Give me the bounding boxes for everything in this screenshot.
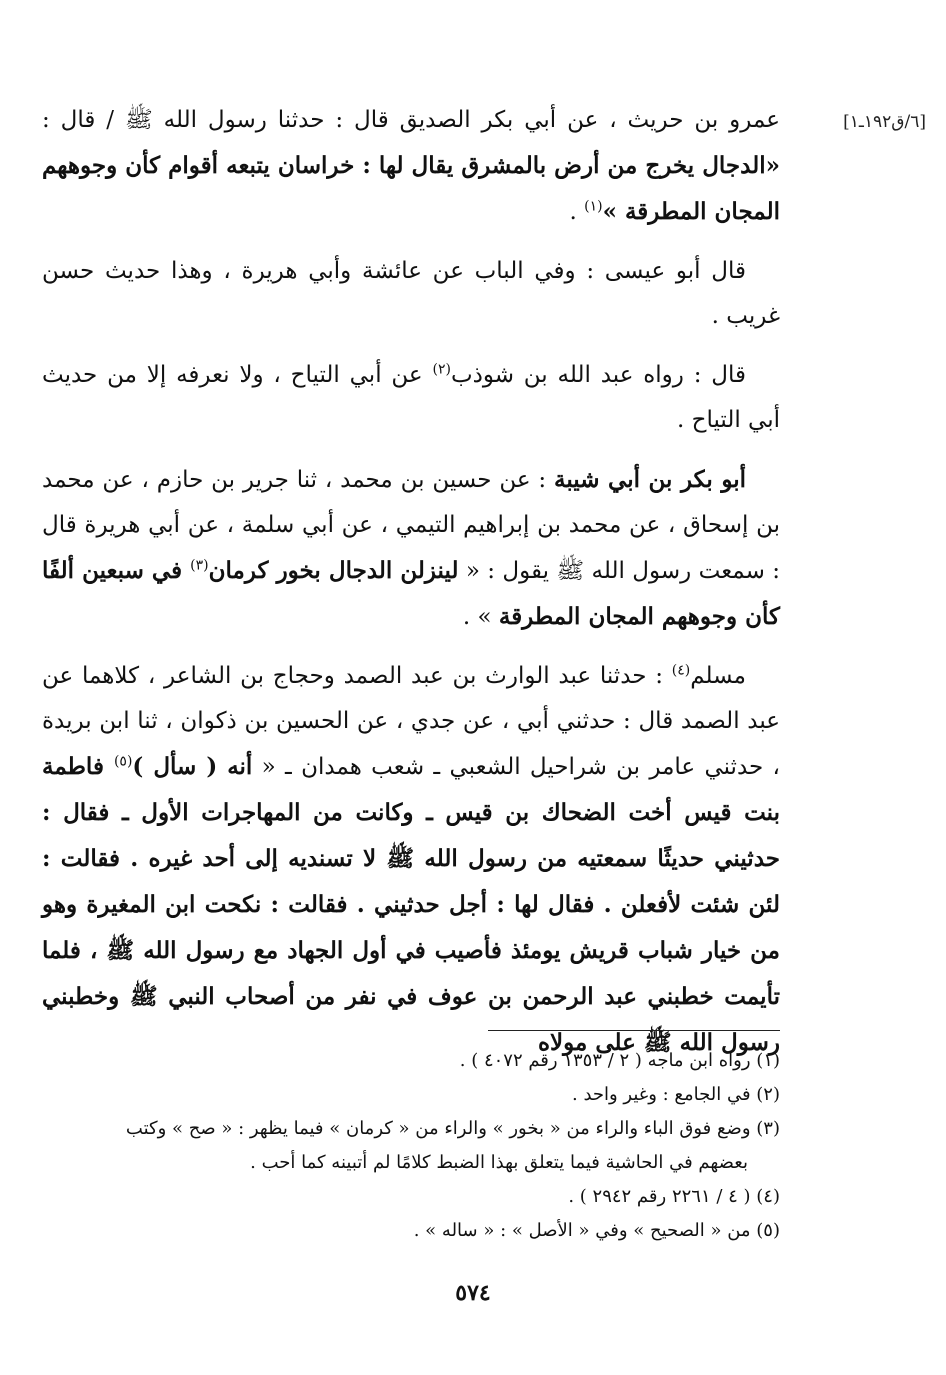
footnote-marker: (٤) (671, 662, 691, 679)
footnote-marker: (٥) (113, 753, 133, 770)
paragraph (42, 98, 780, 235)
footnote-separator (488, 1030, 780, 1031)
bold-text-run: في سبعين ألفًا كأن وجوههم المجان المطرقة (42, 557, 780, 630)
footnote-marker: (٢) (432, 361, 451, 378)
text-run: مسلم (690, 663, 746, 689)
footnote-marker: (٣) (190, 557, 209, 574)
text-run: » . (462, 604, 499, 630)
text-run: قال : رواه عبد الله بن شوذب (450, 362, 746, 388)
paragraph (42, 249, 780, 339)
bold-text-run: «الدجال يخرج من أرض بالمشرق يقال لها : خراسان يتبعه أقوام كأن وجوههم المجان المطرقة » (42, 152, 780, 225)
bold-text-run: لينزلن الدجال بخور كرمان (208, 557, 459, 584)
paragraph (42, 457, 780, 640)
page-number: ٥٧٤ (455, 1280, 491, 1306)
paragraph (42, 353, 780, 443)
paragraph (42, 654, 780, 1066)
footnote: (٤) ( ٤ / ٢٢٦١ رقم ٢٩٤٢ ) . (568, 1186, 780, 1207)
text-run: عمرو بن حريث ، عن أبي بكر الصديق قال : حدثنا رسول الله ﷺ / قال : (42, 107, 780, 133)
text-run: : حدثنا عبد الوارث بن عبد الصمد وحجاج بن الشاعر ، كلاهما عن عبد الصمد قال : حدثني أبي ، عن جدي ، عن الحسين بن ذكوان ، ثنا ابن بريدة ، حدثني عامر بن شراحيل الشعبي ـ شعب همدان ـ « (42, 663, 780, 780)
bold-text-run: فاطمة بنت قيس أخت الضحاك بن قيس ـ وكانت من المهاجرات الأول ـ فقال : حدثيني حديثًا سمعتيه من رسول الله ﷺ لا تسنديه إلى أحد غيره . فقالت : لئن شئت لأفعلن . فقال لها : أجل حدثيني . فقالت : نكحت ابن المغيرة وهو من خيار شباب قريش يومئذ فأصيب في أول الجهاد مع رسول الله ﷺ ، فلما تأيمت خطبني عبد الرحمن بن عوف في نفر من أصحاب النبي ﷺ وخطبني رسول الله ﷺ على مولاه (42, 753, 780, 1056)
bold-text-run: أنه ( سأل ) (132, 753, 253, 780)
footnote-continuation: بعضهم في الحاشية فيما يتعلق بهذا الضبط كلامًا لم أتبينه كما أحب . (250, 1152, 748, 1173)
main-text (42, 98, 780, 1080)
footnote: (١) رواه ابن ماجه ( ٢ / ١٣٥٣ رقم ٤٠٧٢ ) . (459, 1050, 780, 1071)
footnotes (36, 1044, 780, 1248)
footnote: (٣) وضع فوق الباء والراء من « بخور » والراء من « كرمان » فيما يظهر : « صح » وكتب (125, 1118, 780, 1139)
bold-text-run: أبو بكر بن أبي شيبة (554, 466, 746, 493)
text-run: عن أبي التياح ، ولا نعرفه إلا من حديث أبي التياح . (42, 362, 780, 433)
text-run: : عن حسين بن محمد ، ثنا جرير بن حازم ، عن محمد بن إسحاق ، عن محمد بن إبراهيم التيمي ، عن أبي سلمة ، عن أبي هريرة قال : سمعت رسول الله ﷺ يقول : « (42, 467, 780, 584)
text-run: قال أبو عيسى : وفي الباب عن عائشة وأبي هريرة ، وهذا حديث حسن غريب . (42, 258, 780, 329)
footnote-marker: (١) (584, 198, 603, 215)
manuscript-folio-reference: [٦/ق١٩٢ـ١] (843, 112, 926, 132)
footnote: (٥) من « الصحيح » وفي « الأصل » : « ساله » . (413, 1220, 780, 1241)
text-run: . (569, 199, 585, 225)
footnote: (٢) في الجامع : وغير واحد . (572, 1084, 780, 1105)
